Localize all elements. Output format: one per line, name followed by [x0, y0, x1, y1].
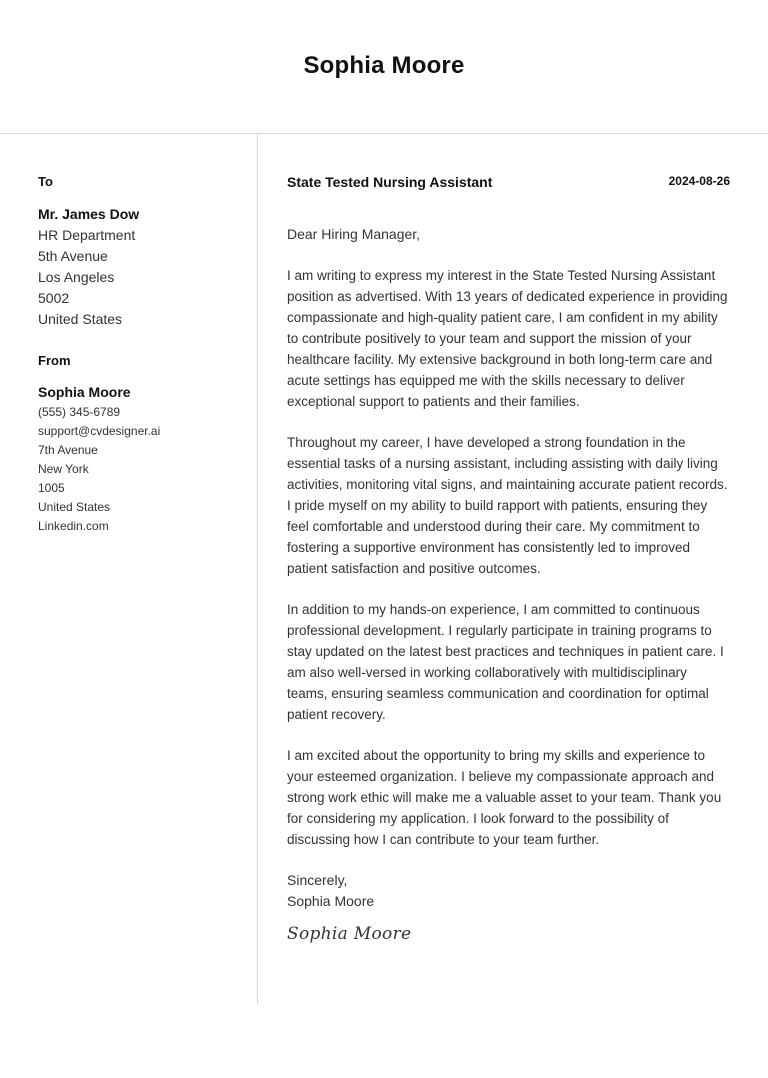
recipient-name: Mr. James Dow	[38, 206, 140, 222]
letter-date: 2024-08-26	[668, 174, 730, 188]
salutation: Dear Hiring Manager,	[287, 226, 421, 242]
paragraph-conclusion: I am excited about the opportunity to bring my skills and experience to your esteemed organization. I believe my compassionate approach and strong work ethic will make me a valuable asset to your team. Thank you for considering my application. I look forward to the possibility of discussing how I can contribute to your team further.	[287, 748, 722, 847]
recipient-postal-code: 5002	[38, 290, 70, 306]
letter-heading	[287, 174, 730, 192]
paragraph-development: In addition to my hands-on experience, I am committed to continuous professional development. I regularly participate in training programs to stay updated on the latest best practices and techniques in patient care. I am also well-versed in working collaboratively with multidisciplinary teams, ensuring seamless communication and coordination for optimal patient recovery.	[287, 602, 724, 722]
job-title: State Tested Nursing Assistant	[287, 174, 493, 190]
closing-name: Sophia Moore	[287, 893, 375, 909]
sender-phone: (555) 345-6789	[38, 405, 121, 419]
applicant-name: Sophia Moore	[303, 52, 465, 79]
letter-body	[287, 174, 730, 944]
signature: Sophia Moore	[287, 924, 412, 944]
recipient-country: United States	[38, 311, 123, 327]
sender-country: United States	[38, 500, 111, 514]
recipient-city: Los Angeles	[38, 269, 115, 285]
page-header	[0, 0, 768, 134]
column-divider	[257, 134, 258, 1004]
sidebar	[38, 174, 248, 536]
recipient-street: 5th Avenue	[38, 248, 108, 264]
to-label: To	[38, 174, 53, 189]
sender-linkedin: Linkedin.com	[38, 519, 109, 533]
sender-street: 7th Avenue	[38, 443, 98, 457]
paragraph-intro: I am writing to express my interest in the State Tested Nursing Assistant position as advertised. With 13 years of dedicated experience in providing compassionate and high-quality patient care, I am confident in my ability to contribute positively to your team and support the mission of your healthcare facility. My extensive background in both long-term care and acute settings has equipped me with the skills necessary to deliver exceptional support to patients and their families.	[287, 268, 728, 409]
from-label: From	[38, 353, 71, 368]
sender-city: New York	[38, 462, 89, 476]
closing-phrase: Sincerely,	[287, 872, 348, 888]
sender-email: support@cvdesigner.ai	[38, 424, 161, 438]
recipient-department: HR Department	[38, 227, 136, 243]
sender-postal-code: 1005	[38, 481, 65, 495]
sender-name: Sophia Moore	[38, 384, 131, 400]
paragraph-experience: Throughout my career, I have developed a strong foundation in the essential tasks of a nursing assistant, including assisting with daily living activities, monitoring vital signs, and maintaining accurate patient records. I pride myself on my ability to build rapport with patients, ensuring they feel comfortable and understood during their care. My commitment to fostering a supportive environment has consistently led to improved patient satisfaction and positive outcomes.	[287, 435, 728, 576]
